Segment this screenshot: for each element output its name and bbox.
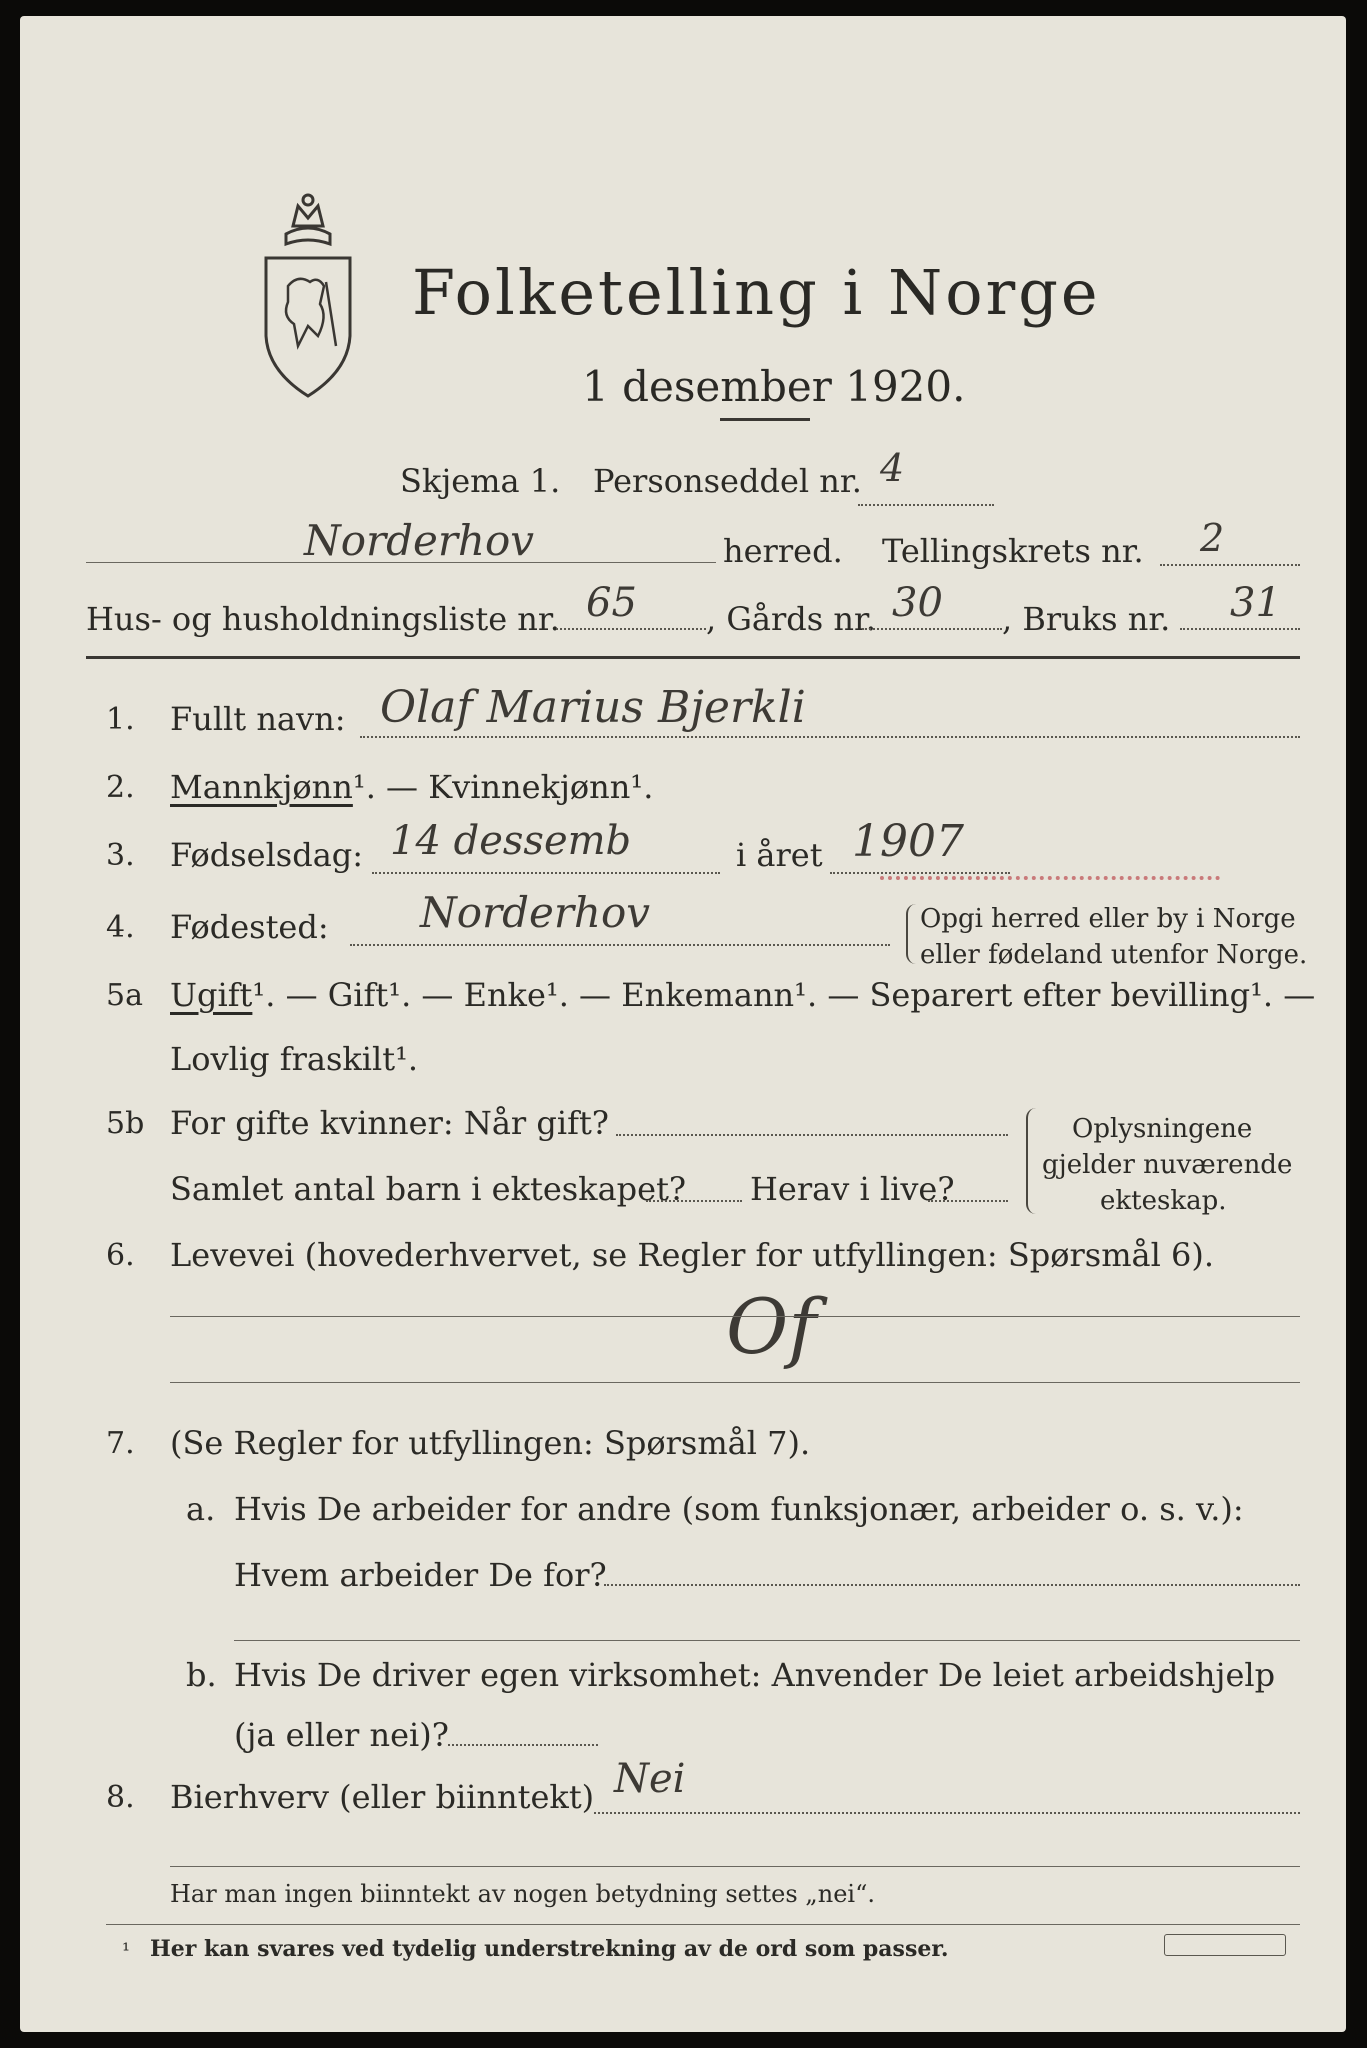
- married-when-label: For gifte kvinner: Når gift?: [170, 1104, 609, 1142]
- q8-number: 8.: [106, 1780, 135, 1815]
- children-count-line: [646, 1200, 742, 1202]
- full-name-value[interactable]: Olaf Marius Bjerkli: [380, 682, 806, 733]
- marital-other-options[interactable]: ¹. — Gift¹. — Enke¹. — Enkemann¹. — Separert efter bevilling¹. —: [252, 976, 1316, 1014]
- q7-label: (Se Regler for utfyllingen: Spørsmål 7).: [170, 1424, 811, 1462]
- footnote-text: Her kan svares ved tydelig understrekning av de ord som passer.: [150, 1936, 949, 1962]
- footnote-mark: ¹: [122, 1938, 131, 1962]
- birth-year-line: [830, 872, 1010, 874]
- herred-label: herred.: [723, 532, 843, 570]
- employer-line-2: [234, 1640, 1300, 1641]
- birthplace-brace: [906, 904, 916, 964]
- personseddel-label: Personseddel nr.: [593, 462, 862, 500]
- gards-line: [862, 628, 1002, 630]
- male-option[interactable]: Mannkjønn: [170, 768, 353, 806]
- children-alive-line: [928, 1200, 1008, 1202]
- q1-number: 1.: [106, 702, 135, 737]
- occupation-label: Levevei (hovederhvervet, se Regler for utfyllingen: Spørsmål 6).: [170, 1236, 1215, 1274]
- header-divider: [86, 656, 1300, 659]
- red-pencil-mark: [880, 876, 1220, 880]
- full-name-line: [360, 736, 1300, 738]
- form-title: Folketelling i Norge: [412, 256, 1101, 329]
- bruks-line: [1180, 628, 1300, 630]
- q5a-number: 5a: [106, 978, 143, 1013]
- side-income-line: [594, 1812, 1300, 1814]
- birthplace-label: Fødested:: [170, 908, 329, 946]
- q7a-number: a.: [186, 1490, 216, 1528]
- birth-year-value[interactable]: 1907: [852, 816, 964, 867]
- tellingskrets-line: [1160, 564, 1300, 566]
- side-income-line-2: [170, 1866, 1300, 1867]
- gards-label: , Gårds nr.: [706, 600, 876, 638]
- marriage-note-brace: [1026, 1108, 1036, 1214]
- bruks-value[interactable]: 31: [1230, 580, 1281, 626]
- census-date: 1 desember 1920.: [582, 362, 966, 411]
- q3-number: 3.: [106, 838, 135, 873]
- children-count-label: Samlet antal barn i ekteskapet?: [170, 1170, 687, 1208]
- employer-line: [604, 1584, 1300, 1586]
- q2-number: 2.: [106, 770, 135, 805]
- birth-year-label: i året: [736, 836, 823, 874]
- schema-label: Skjema 1.: [400, 462, 561, 500]
- q6-number: 6.: [106, 1238, 135, 1273]
- tellingskrets-label: Tellingskrets nr.: [882, 532, 1144, 570]
- birthplace-note-1: Opgi herred eller by i Norge: [920, 904, 1296, 934]
- nei-instruction: Har man ingen biinntekt av nogen betydning settes „nei“.: [170, 1880, 875, 1908]
- title-divider: [720, 418, 810, 421]
- sex-options: [170, 768, 653, 806]
- husliste-label: Hus- og husholdningsliste nr.: [86, 600, 560, 638]
- q5b-number: 5b: [106, 1106, 145, 1141]
- side-income-label: Bierhverv (eller biinntekt): [170, 1778, 595, 1816]
- q7a-line-1: Hvis De arbeider for andre (som funksjonær, arbeider o. s. v.):: [234, 1490, 1244, 1528]
- side-income-value[interactable]: Nei: [614, 1756, 686, 1802]
- hired-help-line: [448, 1744, 598, 1746]
- footnote-divider: [106, 1924, 1300, 1925]
- occupation-line-2: [170, 1382, 1300, 1383]
- personseddel-value[interactable]: 4: [880, 446, 905, 490]
- marital-options: [170, 976, 1315, 1014]
- birthday-label: Fødselsdag:: [170, 836, 364, 874]
- occupation-line-1: [170, 1316, 1300, 1317]
- female-option[interactable]: Kvinnekjønn¹.: [428, 768, 654, 806]
- q7a-line-2: Hvem arbeider De for?: [234, 1556, 607, 1594]
- marriage-note-1: Oplysningene: [1072, 1114, 1253, 1144]
- bruks-label: , Bruks nr.: [1002, 600, 1171, 638]
- marriage-note-3: ekteskap.: [1100, 1186, 1227, 1216]
- lovlig-fraskilt-option[interactable]: Lovlig fraskilt¹.: [170, 1040, 419, 1078]
- full-name-label: Fullt navn:: [170, 700, 346, 738]
- sex-separator: ¹. —: [352, 768, 429, 806]
- marriage-note-2: gjelder nuværende: [1042, 1150, 1293, 1180]
- q4-number: 4.: [106, 910, 135, 945]
- birthplace-value[interactable]: Norderhov: [420, 888, 650, 937]
- q7-number: 7.: [106, 1426, 135, 1461]
- q7b-number: b.: [186, 1656, 217, 1694]
- occupation-value[interactable]: Of: [726, 1282, 817, 1371]
- norwegian-coat-of-arms-icon: [248, 186, 368, 406]
- birthday-value[interactable]: 14 dessemb: [390, 818, 632, 864]
- birthplace-note-2: eller fødeland utenfor Norge.: [920, 940, 1308, 970]
- personseddel-line: [858, 504, 994, 506]
- q7b-line-2: (ja eller nei)?: [234, 1716, 449, 1754]
- census-form-page: [20, 16, 1346, 2032]
- herred-line: [86, 562, 716, 563]
- q7b-line-1: Hvis De driver egen virksomhet: Anvender De leiet arbeidshjelp: [234, 1656, 1276, 1694]
- married-when-line: [616, 1134, 1008, 1136]
- herred-value[interactable]: Norderhov: [304, 516, 534, 565]
- husliste-value[interactable]: 65: [586, 580, 637, 626]
- children-alive-label: Herav i live?: [750, 1170, 955, 1208]
- tellingskrets-value[interactable]: 2: [1200, 516, 1225, 560]
- birthplace-line: [350, 944, 890, 946]
- husliste-line: [556, 628, 706, 630]
- gards-value[interactable]: 30: [892, 580, 943, 626]
- birthday-line: [372, 872, 720, 874]
- ugift-option[interactable]: Ugift: [170, 976, 253, 1014]
- printer-stamp: [1164, 1934, 1286, 1956]
